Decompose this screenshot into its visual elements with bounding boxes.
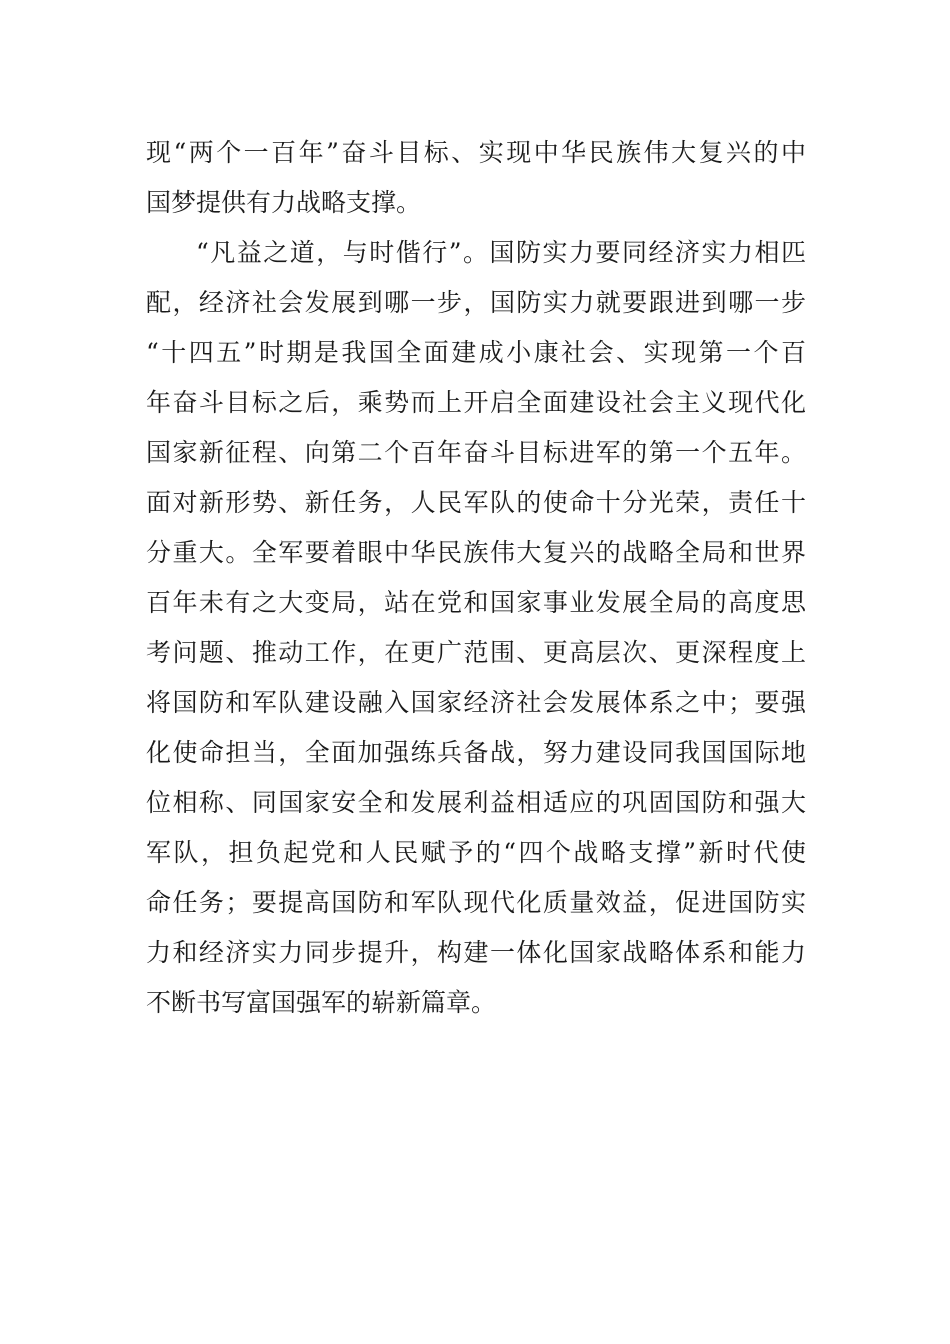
text-line: 位相称、同国家安全和发展利益相适应的巩固国防和强大 [146,788,806,817]
text-line: “十四五”时期是我国全面建成小康社会、实现第一个百 [146,338,806,367]
text-line: 配，经济社会发展到哪一步，国防实力就要跟进到哪一步 [146,288,806,317]
body-text [146,128,806,1028]
text-line: 化使命担当，全面加强练兵备战，努力建设同我国国际地 [146,738,806,767]
text-line: 面对新形势、新任务，人民军队的使命十分光荣，责任十 [146,488,806,517]
text-line: 国家新征程、向第二个百年奋斗目标进军的第一个五年。 [146,438,806,467]
text-line: 百年未有之大变局，站在党和国家事业发展全局的高度思 [146,588,806,617]
text-line: 考问题、推动工作，在更广范围、更高层次、更深程度上 [146,638,806,667]
text-line: 分重大。全军要着眼中华民族伟大复兴的战略全局和世界 [146,538,806,567]
text-line: 力和经济实力同步提升，构建一体化国家战略体系和能力 [146,938,806,967]
text-line: 命任务；要提高国防和军队现代化质量效益，促进国防实 [146,888,806,917]
text-line: 不断书写富国强军的崭新篇章。 [146,988,497,1017]
text-line: 军队，担负起党和人民赋予的“四个战略支撑”新时代使 [146,838,806,867]
text-line: 现“两个一百年”奋斗目标、实现中华民族伟大复兴的中 [146,138,806,167]
text-line: 国梦提供有力战略支撑。 [146,188,422,217]
text-line: 年奋斗目标之后，乘势而上开启全面建设社会主义现代化 [146,388,806,417]
text-line: 将国防和军队建设融入国家经济社会发展体系之中；要强 [146,688,806,717]
paragraph-first-line: “凡益之道，与时偕行”。国防实力要同经济实力相匹 [196,238,806,267]
